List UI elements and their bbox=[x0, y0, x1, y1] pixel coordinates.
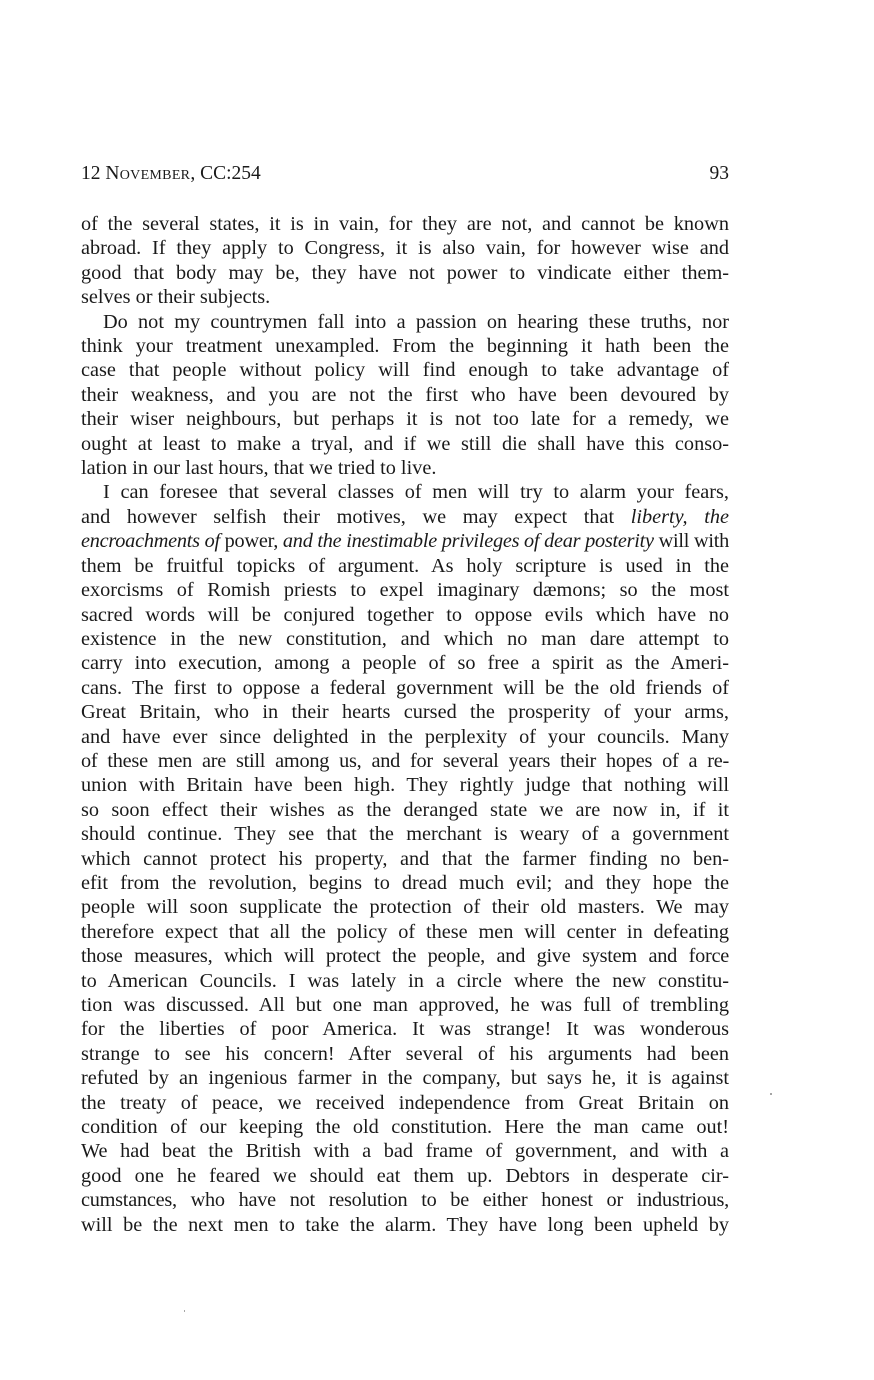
text-line: to American Councils. I was lately in a circle where the new constitu- bbox=[81, 969, 729, 992]
text-line: selves or their subjects. bbox=[81, 286, 271, 309]
scan-speck bbox=[770, 1093, 772, 1095]
text-segment: power, bbox=[219, 530, 283, 553]
italic-phrase: liberty, the bbox=[630, 505, 729, 528]
running-head-date-num: 12 bbox=[81, 163, 106, 184]
text-line: refuted by an ingenious farmer in the company, but says he, it is against bbox=[81, 1067, 729, 1090]
italic-phrase: and the inestimable privileges of dear posterity bbox=[282, 530, 654, 553]
text-segment: and however selfish their motives, we may expect that bbox=[81, 505, 631, 528]
text-line: good one he feared we should eat them up. Debtors in desperate cir- bbox=[81, 1164, 729, 1187]
text-line bbox=[81, 505, 729, 529]
text-line: their wiser neighbours, but perhaps it is not too late for a remedy, we bbox=[81, 408, 729, 431]
running-head-title bbox=[81, 160, 261, 188]
text-line: existence in the new constitution, and which no man dare attempt to bbox=[81, 627, 729, 650]
running-head bbox=[81, 160, 729, 188]
running-head-month: November bbox=[105, 163, 191, 184]
text-line: strange to see his concern! After several of his arguments had been bbox=[81, 1042, 729, 1065]
page-number: 93 bbox=[709, 163, 729, 184]
text-line: which cannot protect his property, and that the farmer finding no ben- bbox=[81, 847, 729, 870]
text-line: for the liberties of poor America. It was strange! It was wonderous bbox=[81, 1018, 729, 1041]
text-line: will be the next men to take the alarm. They have long been upheld by bbox=[81, 1213, 729, 1236]
text-line: so soon effect their wishes as the deranged state we are now in, if it bbox=[81, 798, 729, 821]
text-line: good that body may be, they have not power to vindicate either them- bbox=[81, 261, 729, 284]
scan-speck bbox=[184, 1310, 185, 1312]
text-line: union with Britain have been high. They rightly judge that nothing will bbox=[81, 774, 729, 797]
text-line: cans. The first to oppose a federal government will be the old friends of bbox=[81, 676, 729, 699]
running-head-document-id: , CC:254 bbox=[190, 163, 261, 184]
text-line: and have ever since delighted in the perplexity of your councils. Many bbox=[81, 725, 729, 748]
text-line: efit from the revolution, begins to dread much evil; and they hope the bbox=[81, 871, 729, 894]
text-line: ought at least to make a tryal, and if we still die shall have this conso- bbox=[81, 432, 729, 455]
text-line: therefore expect that all the policy of these men will center in defeating bbox=[81, 920, 729, 943]
text-line: abroad. If they apply to Congress, it is also vain, for however wise and bbox=[81, 237, 729, 260]
text-segment: will with bbox=[653, 530, 729, 553]
text-line: their weakness, and you are not the first who have been devoured by bbox=[81, 383, 729, 406]
text-line: them be fruitful topicks of argument. As holy scripture is used in the bbox=[81, 554, 729, 577]
text-line: of these men are still among us, and for several years their hopes of a re- bbox=[81, 749, 729, 772]
text-line: of the several states, it is in vain, for they are not, and cannot be known bbox=[81, 213, 729, 235]
text-line: I can foresee that several classes of men will try to alarm your fears, bbox=[103, 481, 729, 504]
body-text bbox=[81, 212, 729, 1237]
text-line: people will soon supplicate the protection of their old masters. We may bbox=[81, 896, 729, 919]
text-line: condition of our keeping the old constitution. Here the man came out! bbox=[81, 1116, 729, 1139]
text-line: lation in our last hours, that we tried to live. bbox=[81, 457, 437, 480]
text-line: those measures, which will protect the people, and give system and force bbox=[81, 945, 729, 968]
text-line: tion was discussed. All but one man approved, he was full of trembling bbox=[81, 994, 729, 1016]
text-line: carry into execution, among a people of so free a spirit as the Ameri- bbox=[81, 652, 729, 675]
text-line: Do not my countrymen fall into a passion on hearing these truths, nor bbox=[103, 310, 729, 333]
text-line: think your treatment unexampled. From the beginning it hath been the bbox=[81, 335, 729, 358]
text-line: the treaty of peace, we received independence from Great Britain on bbox=[81, 1091, 729, 1114]
text-line: case that people without policy will find enough to take advantage of bbox=[81, 359, 729, 382]
text-line: should continue. They see that the merchant is weary of a government bbox=[81, 823, 729, 846]
text-line: sacred words will be conjured together to oppose evils which have no bbox=[81, 603, 729, 626]
text-line: cumstances, who have not resolution to be either honest or industrious, bbox=[81, 1189, 729, 1212]
italic-phrase: encroachments of bbox=[81, 530, 220, 553]
text-line: exorcisms of Romish priests to expel imaginary dæmons; so the most bbox=[81, 579, 729, 602]
text-line: We had beat the British with a bad frame of government, and with a bbox=[81, 1140, 729, 1163]
text-line: Great Britain, who in their hearts cursed the prosperity of your arms, bbox=[81, 701, 729, 724]
text-line bbox=[81, 529, 729, 553]
